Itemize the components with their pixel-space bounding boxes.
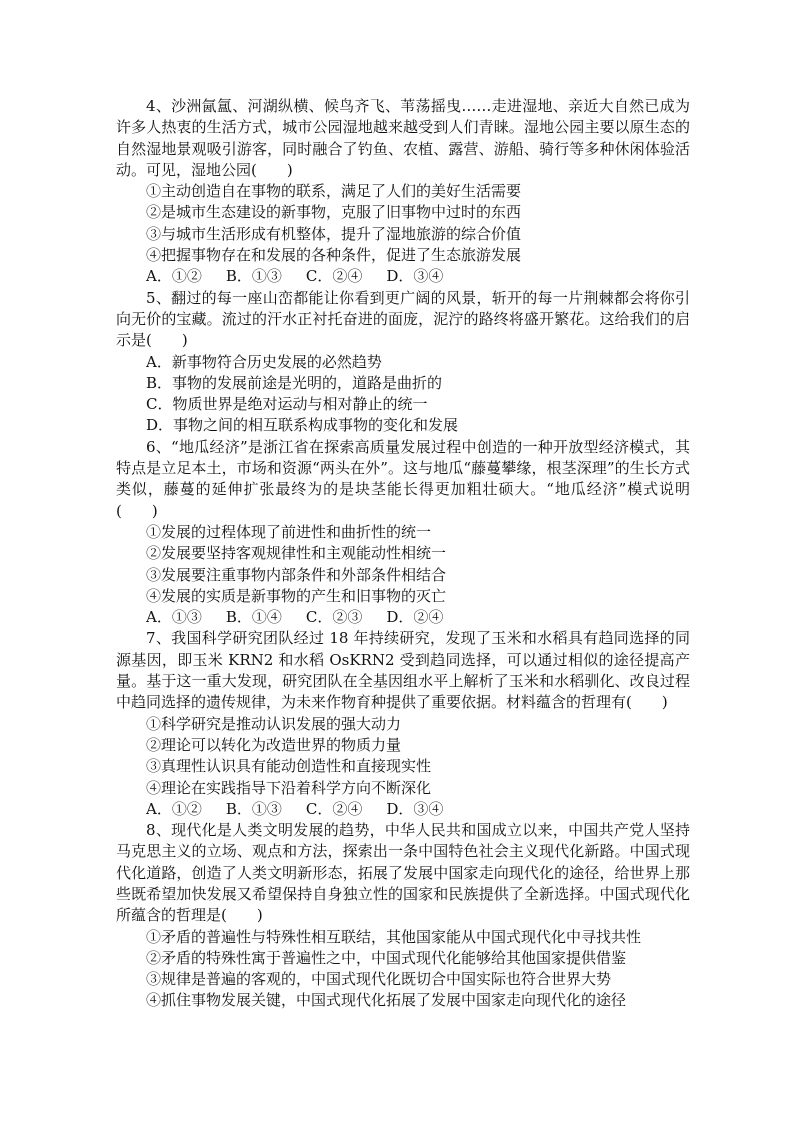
question-stem: 8、现代化是人类文明发展的趋势，中华人民共和国成立以来，中国共产党人坚持马克思主义的立场、观点和方法，探索出一条中国特色社会主义现代化新路。中国式现代化道路，创造了人类文明新形态，拓展了发展中国家走向现代化的途径，给世界上那些既希望加快发展又希望保持自身独立性的国家和民族提供了全新选择。中国式现代化所蕴含的哲理是( )	[116, 821, 690, 925]
option-item: ③规律是普遍的客观的，中国式现代化既切合中国实际也符合世界大势	[146, 970, 612, 989]
choice-a: A．①②	[146, 799, 202, 818]
question-stem: 6、“地瓜经济”是浙江省在探索高质量发展过程中创造的一种开放型经济模式，其特点是立足本土，市场和资源“两头在外”。这与地瓜“藤蔓攀缘，根茎深理”的生长方式类似，藤蔓的延伸扩张最终为的是块茎能长得更加粗壮硕大。“地瓜经济”模式说明( )	[116, 437, 690, 520]
choice-b: B．①④	[225, 608, 282, 627]
option-item: ②是城市生态建设的新事物，克服了旧事物中过时的东西	[146, 203, 522, 222]
answer-choices	[116, 607, 690, 628]
option-item: ①矛盾的普遍性与特殊性相互联结，其他国家能从中国式现代化中寻找共性	[146, 927, 642, 946]
question-6	[116, 437, 690, 629]
option-item: ③真理性认识具有能动创造性和直接现实性	[146, 757, 432, 776]
question-5	[116, 288, 690, 437]
choice-a: A．①②	[146, 267, 202, 286]
answer-choices	[116, 266, 690, 287]
option-item: ②发展要坚持客观规律性和主观能动性相统一	[146, 544, 447, 563]
choice-c: C．②④	[305, 799, 363, 818]
choice-d: D．③④	[386, 267, 444, 286]
option-item: ④理论在实践指导下沿着科学方向不断深化	[146, 778, 432, 797]
option-item: C．物质世界是绝对运动与相对静止的统一	[146, 395, 428, 414]
option-item: ①科学研究是推动认识发展的强大动力	[146, 714, 402, 733]
option-item: ④把握事物存在和发展的各种条件，促进了生态旅游发展	[146, 246, 522, 265]
question-stem: 4、沙洲氤氲、河湖纵横、候鸟齐飞、苇荡摇曳……走进湿地、亲近大自然已成为许多人热衷的生活方式，城市公园湿地越来越受到人们青睐。湿地公园主要以原生态的自然湿地景观吸引游客，同时融合了钓鱼、农植、露营、游船、骑行等多种休闲体验活动。可见，湿地公园( )	[116, 97, 690, 179]
question-7	[116, 628, 690, 820]
choice-c: C．②③	[305, 608, 363, 627]
option-item: A．新事物符合历史发展的必然趋势	[146, 352, 382, 371]
choice-d: D．②④	[386, 608, 444, 627]
choice-a: A．①③	[146, 608, 202, 627]
option-item: ③与城市生活形成有机整体，提升了湿地旅游的综合价值	[146, 224, 522, 243]
choice-b: B．①③	[225, 267, 282, 286]
option-item: ②矛盾的特殊性寓于普遍性之中，中国式现代化能够给其他国家提供借鉴	[146, 948, 627, 967]
answer-choices	[116, 799, 690, 820]
choice-c: C．②④	[305, 267, 363, 286]
choice-d: D．③④	[386, 799, 444, 818]
option-item: ①主动创造自在事物的联系，满足了人们的美好生活需要	[146, 182, 522, 201]
question-8	[116, 820, 690, 1012]
option-item: ②理论可以转化为改造世界的物质力量	[146, 735, 402, 754]
question-stem: 5、翻过的每一座山峦都能让你看到更广阔的风景，斩开的每一片荆棘都会将你引向无价的宝藏。流过的汗水正衬托奋进的面庞，泥泞的路终将盛开繁花。这给我们的启示是( )	[116, 288, 690, 350]
option-item: ①发展的过程体现了前进性和曲折性的统一	[146, 522, 432, 541]
option-item: B．事物的发展前途是光明的，道路是曲折的	[146, 373, 443, 392]
question-stem: 7、我国科学研究团队经过 18 年持续研究，发现了玉米和水稻具有趋同选择的同源基因，即玉米 KRN2 和水稻 OsKRN2 受到趋同选择，可以通过相似的途径提高产量。基于这一重大发现，研究团队在全基因组水平上解析了玉米和水稻驯化、改良过程中趋同选择的遗传规律，为未来作物育种提供了重要依据。材料蕴含的哲理有( )	[116, 629, 690, 712]
choice-b: B．①③	[225, 799, 282, 818]
option-item: ③发展要注重事物内部条件和外部条件相结合	[146, 565, 447, 584]
question-4	[116, 96, 690, 288]
document-page	[116, 96, 690, 1012]
option-item: ④抓住事物发展关键，中国式现代化拓展了发展中国家走向现代化的途径	[146, 991, 627, 1010]
option-item: D．事物之间的相互联系构成事物的变化和发展	[146, 416, 459, 435]
option-item: ④发展的实质是新事物的产生和旧事物的灭亡	[146, 586, 447, 605]
